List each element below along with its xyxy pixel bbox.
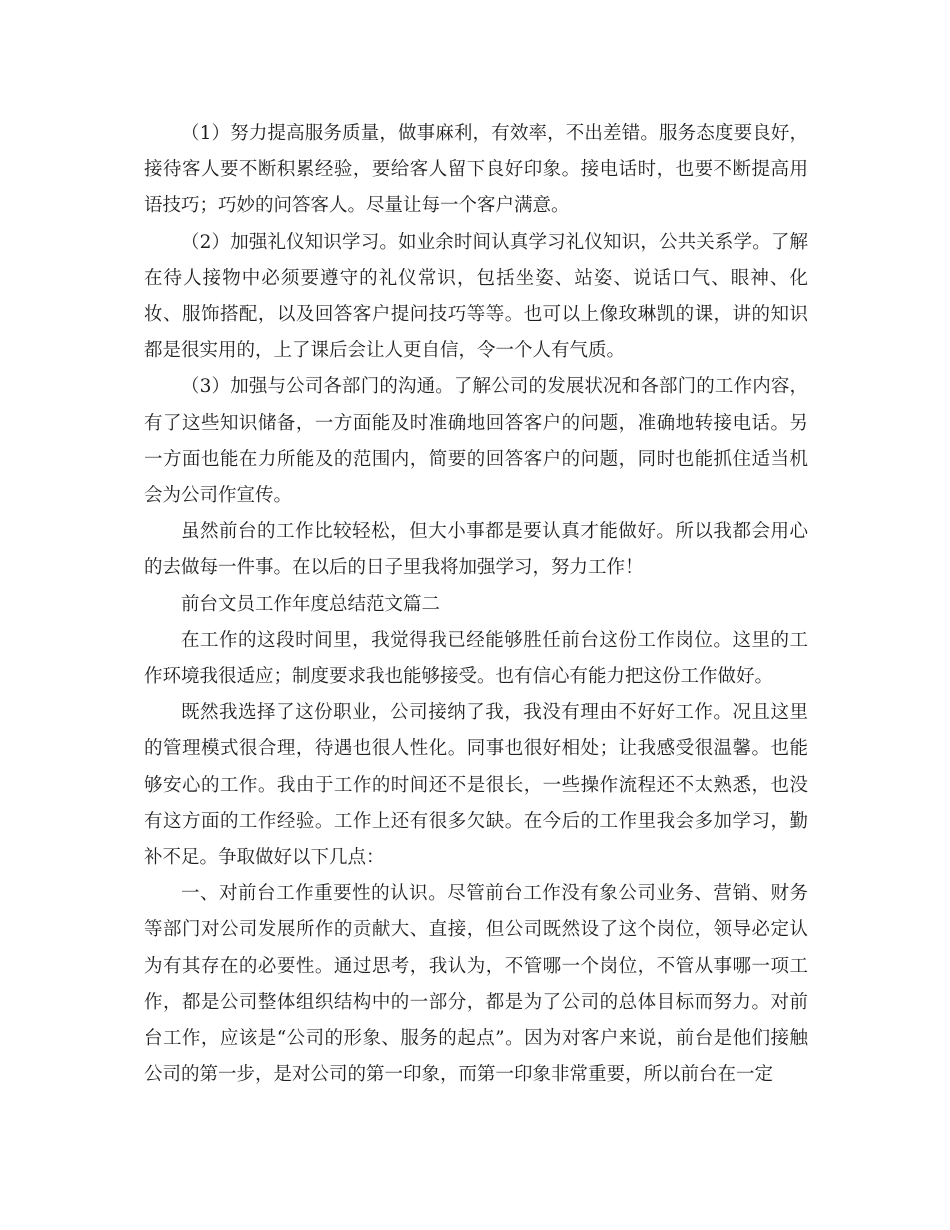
paragraph-communication: （3）加强与公司各部门的沟通。了解公司的发展状况和各部门的工作内容，有了这些知识储备，一方面能及时准确地回答客户的问题，准确地转接电话。另一方面也能在力所能及的范围内，简要的回答客户的问题，同时也能抓住适当机会为公司作宣传。 [144,376,808,507]
document-page [144,116,808,1093]
paragraph-intro: 在工作的这段时间里，我觉得我已经能够胜任前台这份工作岗位。这里的工作环境我很适应；制度要求我也能够接受。也有信心有能力把这份工作做好。 [144,629,808,688]
paragraph-etiquette: （2）加强礼仪知识学习。如业余时间认真学习礼仪知识，公共关系学。了解在待人接物中必须要遵守的礼仪常识，包括坐姿、站姿、说话口气、眼神、化妆、服饰搭配，以及回答客户提问技巧等等。也可以上像玫琳凯的课，讲的知识都是很实用的，上了课后会让人更自信，令一个人有气质。 [144,231,808,362]
section-title: 前台文员工作年度总结范文篇二 [181,593,441,615]
paragraph-service-quality: （1）努力提高服务质量，做事麻利，有效率，不出差错。服务态度要良好，接待客人要不断积累经验，要给客人留下良好印象。接电话时，也要不断提高用语技巧；巧妙的问答客人。尽量让每一个客户满意。 [144,123,808,217]
paragraph-importance: 一、对前台工作重要性的认识。尽管前台工作没有象公司业务、营销、财务等部门对公司发展所作的贡献大、直接，但公司既然设了这个岗位，领导必定认为有其存在的必要性。通过思考，我认为，不管哪一个岗位，不管从事哪一项工作，都是公司整体组织结构中的一部分，都是为了公司的总体目标而努力。对前台工作，应该是“公司的形象、服务的起点”。因为对客户来说，前台是他们接触公司的第一步，是对公司的第一印象，而第一印象非常重要，所以前台在一定 [144,883,808,1086]
paragraph-career-choice: 既然我选择了这份职业，公司接纳了我，我没有理由不好好工作。况且这里的管理模式很合理，待遇也很人性化。同事也很好相处；让我感受很温馨。也能够安心的工作。我由于工作的时间还不是很长，一些操作流程还不太熟悉，也没有这方面的工作经验。工作上还有很多欠缺。在今后的工作里我会多加学习，勤补不足。争取做好以下几点： [144,702,808,869]
paragraph-conclusion: 虽然前台的工作比较轻松，但大小事都是要认真才能做好。所以我都会用心的去做每一件事。在以后的日子里我将加强学习，努力工作！ [144,521,808,579]
